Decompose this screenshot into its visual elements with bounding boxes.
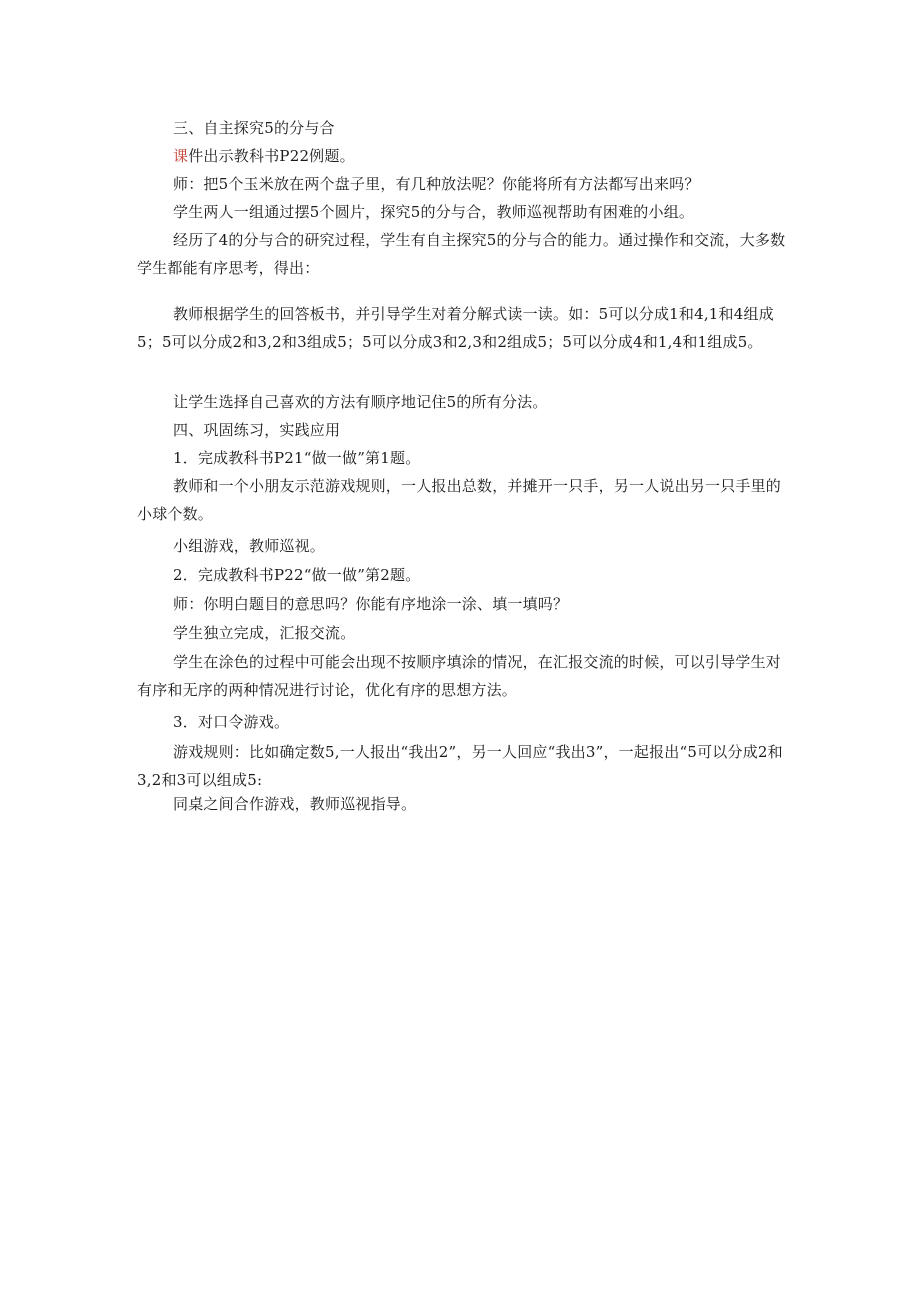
paragraph-student-pairs: 学生两人一组通过摆5个圆片，探究5的分与合，教师巡视帮助有困难的小组。 [173, 203, 695, 221]
paragraph-teacher-question-2: 师：你明白题目的意思吗？你能有序地涂一涂、填一填吗？ [173, 595, 569, 613]
paragraph-independent: 学生独立完成，汇报交流。 [173, 624, 356, 642]
exercise-item-1: 1．完成教科书P21“做一做”第1题。 [173, 449, 421, 467]
paragraph-coloring: 学生在涂色的过程中可能会出现不按顺序填涂的情况，在汇报交流的时候，可以引导学生对有序和无序的两种情况进行讨论，优化有序的思想方法。 [137, 653, 782, 699]
section-heading-explore: 三、自主探究5的分与合 [173, 119, 335, 137]
paragraph-game-rules: 游戏规则：比如确定数5,一人报出“我出2”，另一人回应“我出3”，一起报出“5可以分成2和3,2和3可以组成5: [137, 743, 783, 789]
paragraph-game-demo: 教师和一个小朋友示范游戏规则，一人报出总数，并摊开一只手，另一人说出另一只手里的小球个数。 [137, 477, 782, 523]
paragraph-experience: 经历了4的分与合的研究过程，学生有自主探究5的分与合的能力。通过操作和交流，大多数学生都能有序思考，得出： [137, 231, 786, 277]
section-heading-practice: 四、巩固练习，实践应用 [173, 421, 341, 439]
exercise-item-2: 2．完成教科书P22“做一做”第2题。 [173, 566, 421, 584]
paragraph-teacher-question: 师：把5个玉米放在两个盘子里，有几种放法呢？你能将所有方法都写出来吗？ [173, 175, 700, 193]
paragraph-board-writing: 教师根据学生的回答板书，并引导学生对着分解式读一读。如：5可以分成1和4,1和4组成5；5可以分成2和3,2和3组成5；5可以分成3和2,3和2组成5；5可以分成4和1,4和1组成5。 [137, 305, 774, 351]
paragraph-memorize: 让学生选择自己喜欢的方法有顺序地记住5的所有分法。 [173, 393, 548, 411]
paragraph-pair-game: 同桌之间合作游戏，教师巡视指导。 [173, 795, 417, 813]
red-char: 课 [173, 147, 189, 165]
exercise-item-3: 3．对口令游戏。 [173, 713, 290, 731]
paragraph-courseware: 课件出示教科书P22例题。 [173, 147, 355, 165]
paragraph-group-game: 小组游戏，教师巡视。 [173, 537, 326, 555]
